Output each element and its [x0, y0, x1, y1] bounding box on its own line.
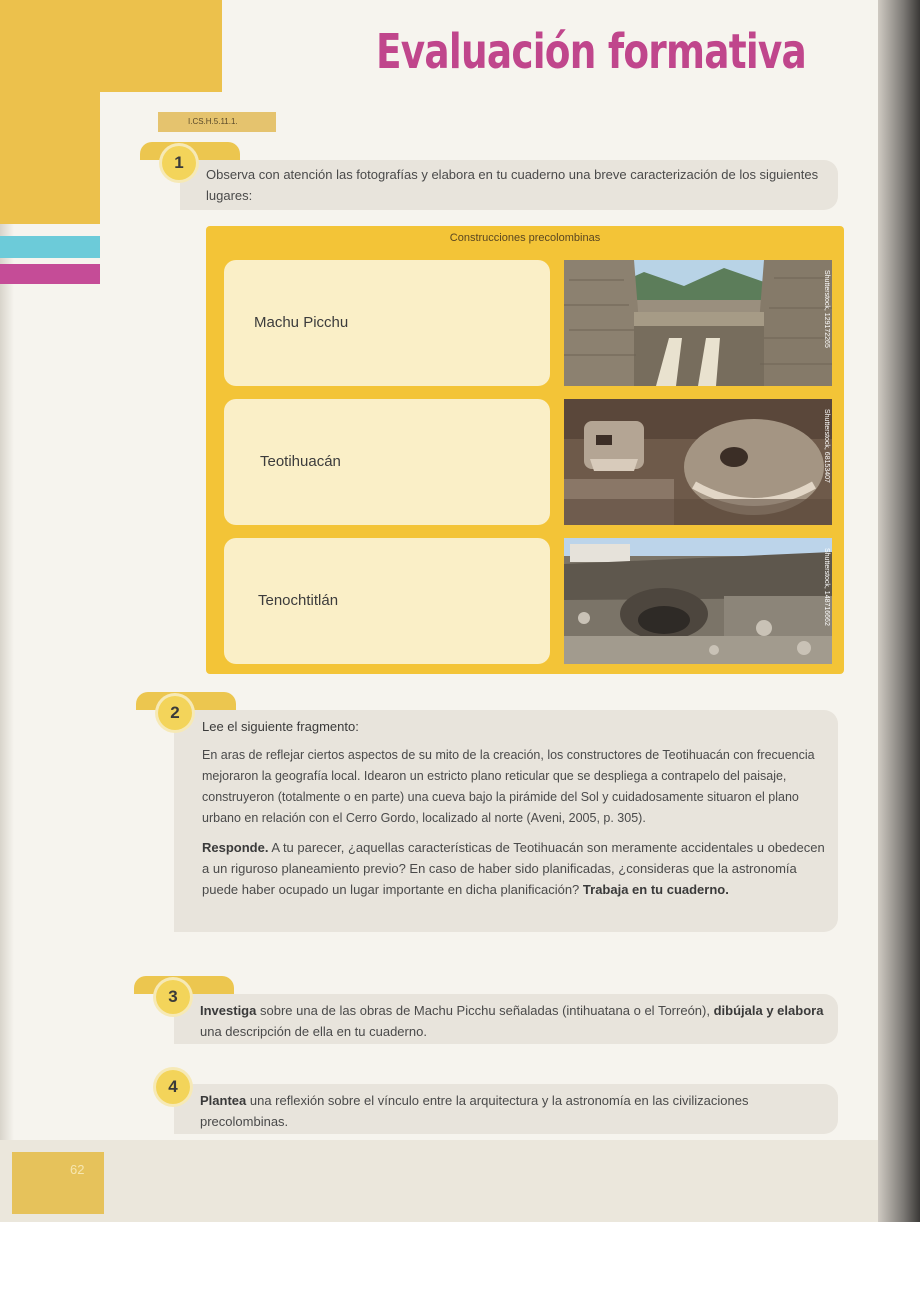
exercise-1-number: 1: [162, 146, 196, 180]
place-name: Tenochtitlán: [258, 592, 339, 609]
exercise-4-text: [200, 1090, 828, 1132]
photo-credit: Shutterstock, 68153407: [823, 409, 830, 483]
place-cell-teotihuacan: [224, 399, 550, 525]
exercise-1-text: Observa con atención las fotografías y elabora en tu cuaderno una breve caracterización de los siguientes lugares:: [206, 167, 819, 203]
exercise-3-text: [200, 1000, 828, 1042]
exercise-3-bold: dibújala y elabora: [713, 1003, 824, 1018]
photo-machu-picchu: [564, 260, 832, 386]
place-cell-machu-picchu: [224, 260, 550, 386]
place-name: Machu Picchu: [254, 314, 349, 331]
exercise-2-fragment: En aras de reflejar ciertos aspectos de su mito de la creación, los constructores de Teotihuacán con frecuencia mejoraron la geografía local. Idearon un estricto plano reticular que se despliega a contrapelo del paisaje, construyeron (totalmente o en parte) una cueva bajo la pirámide del Sol y cuidadosamente situaron el plano urbano en relación con el Cerro Gordo, localizado al norte (Aveni, 2005, p. 305).: [202, 748, 815, 825]
side-cyan-stripe: [0, 236, 100, 258]
side-yellow-band: [0, 92, 100, 224]
page-number: 62: [70, 1162, 85, 1177]
respond-text: A tu parecer, ¿aquellas características de Teotihuacán son meramente accidentales u obedecen a un riguroso planeamiento previo? En caso de haber sido planificadas, ¿consideras que la astronomía puede haber ocupado un lugar importante en dicha planificación?: [202, 840, 825, 897]
place-name: Teotihuacán: [260, 453, 341, 470]
table-heading: Construcciones precolombinas: [449, 232, 601, 244]
exercise-3-number: 3: [156, 980, 190, 1014]
exercise-3-box: [174, 994, 838, 1044]
skill-code-tag: I.CS.H.5.11.1.: [158, 112, 276, 132]
exercise-4-number: 4: [156, 1070, 190, 1104]
book-spine-shadow: [878, 0, 920, 1222]
respond-label: Responde.: [202, 840, 269, 855]
photo-credit: Shutterstock, 129172265: [823, 270, 830, 348]
exercise-1-box: [180, 160, 838, 210]
photo-tenochtitlan: [564, 538, 832, 664]
tenochtitlan-photo-art: [564, 538, 832, 664]
teotihuacan-photo-art: [564, 399, 832, 525]
place-cell-tenochtitlan: [224, 538, 550, 664]
exercise-3-mid: sobre una de las obras de Machu Picchu señaladas (intihuatana o el Torreón),: [259, 1003, 710, 1018]
exercise-2-intro: Lee el siguiente fragmento:: [202, 719, 359, 734]
page-number-box: [12, 1152, 104, 1214]
photo-credit: Shutterstock, 148716662: [823, 548, 830, 626]
machu-picchu-photo-art: [564, 260, 832, 386]
exercise-2-number: 2: [158, 696, 192, 730]
exercise-3-lead: Investiga: [200, 1003, 257, 1018]
respond-end: Trabaja en tu cuaderno.: [582, 882, 729, 897]
precolumbian-table: [206, 226, 844, 674]
photo-teotihuacan: [564, 399, 832, 525]
corner-yellow-band: [0, 0, 222, 92]
exercise-4-box: [174, 1084, 838, 1134]
exercise-4-body: una reflexión sobre el vínculo entre la arquitectura y la astronomía en las civilizaciones precolombinas.: [200, 1093, 749, 1129]
footer-band: [0, 1140, 878, 1222]
exercise-4-lead: Plantea: [200, 1093, 247, 1108]
exercise-2-respond: [202, 837, 828, 900]
exercise-3-end: una descripción de ella en tu cuaderno.: [200, 1024, 427, 1039]
exercise-2-box: [174, 710, 838, 932]
side-magenta-stripe: [0, 264, 100, 284]
page-title: Evaluación formativa: [376, 24, 806, 80]
